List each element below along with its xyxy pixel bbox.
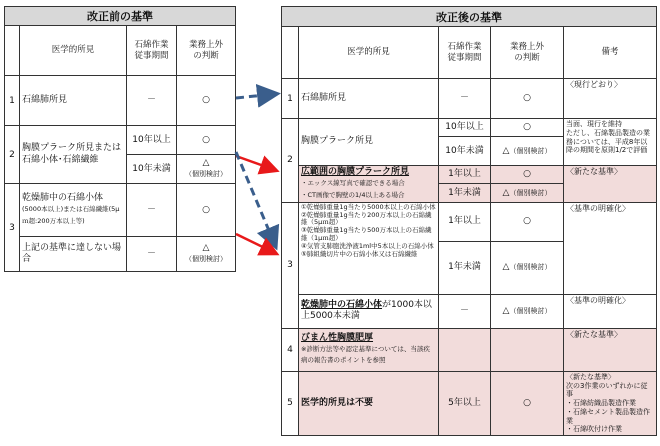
before-col-period: 石綿作業 従事期間 (127, 26, 177, 76)
row-finding-list: ①乾燥肺重量1g当たり5000本以上の石綿小体 ②乾燥肺重量1g当たり200万本以上の石綿繊維（5μｍ超） ③乾燥肺重量1g当たり500万本以上の石綿繊維（1μｍ超） ④気管支肺胞洗浄液1ml中5本以上の石綿小体 ⑤肺組織切片中の石綿小体又は石綿繊維 (299, 202, 439, 294)
row-judgment: ○ (177, 76, 236, 126)
row-judgment: ○ (491, 371, 564, 435)
row-number: 2 (5, 126, 20, 184)
row-period: 1年以上 (439, 166, 491, 184)
arrow-blue-row2-to-3 (236, 152, 275, 245)
row-number: 3 (5, 184, 20, 272)
after-col-remarks: 備考 (564, 27, 657, 79)
row-number: 3 (282, 202, 299, 328)
row-finding: 石綿肺所見 (20, 76, 127, 126)
row-finding: 石綿肺所見 (299, 79, 439, 119)
row-remarks: 〈新たな基準〉 次の3作業のいずれかに従事 ・石綿紡織品製造作業 ・石綿セメント製品製造作業 ・石綿吹付け作業 (564, 371, 657, 435)
row-finding-highlight: 広範囲の胸膜プラーク所見 ・エックス線写真で確認できる場合 ・CT画像で胸壁の1/4以上ある場合 (299, 166, 439, 203)
row-judgment: △ （個別検討） (177, 155, 236, 184)
row-judgment: ○ (491, 79, 564, 119)
row-period: － (439, 79, 491, 119)
after-col-period: 石綿作業 従事期間 (439, 27, 491, 79)
row-judgment: ○ (491, 166, 564, 184)
row-remarks: 〈基準の明確化〉 (564, 202, 657, 294)
row-period: 10年以上 (127, 126, 177, 155)
row-finding-highlight: 医学的所見は不要 (299, 371, 439, 435)
row-judgment: △（個別検討） (491, 137, 564, 166)
row-judgment: ○ (177, 126, 236, 155)
row-period: 1年以上 (439, 202, 491, 241)
after-col-finding: 医学的所見 (299, 27, 439, 79)
row-remarks: 〈新たな基準〉 (564, 166, 657, 203)
row-number: 2 (282, 119, 299, 203)
row-judgment: △（個別検討） (491, 241, 564, 294)
row-period: 1年未満 (439, 184, 491, 202)
row-finding: 胸膜プラーク所見または石綿小体･石綿繊維 (20, 126, 127, 184)
after-col-judgment: 業務上外 の判断 (491, 27, 564, 79)
row-period: － (127, 237, 177, 272)
row-period: 10年未満 (439, 137, 491, 166)
row-period: － (439, 294, 491, 328)
row-period: 10年未満 (127, 155, 177, 184)
after-title: 改正後の基準 (282, 7, 657, 27)
row-remarks: 〈現行どおり〉 (564, 79, 657, 119)
before-col-judgment: 業務上外 の判断 (177, 26, 236, 76)
row-finding: 上記の基準に達しない場合 (20, 237, 127, 272)
row-judgment: ○ (177, 184, 236, 237)
row-finding: 乾燥肺中の石綿小体 (5000本以上)または石綿繊維(5μｍ超:200万本以上等) (20, 184, 127, 237)
arrow-red-row3 (236, 234, 275, 253)
row-number: 1 (5, 76, 20, 126)
row-finding: 乾燥肺中の石綿小体が1000本以上5000本未満 (299, 294, 439, 328)
row-number: 4 (282, 328, 299, 371)
row-finding: 胸膜プラーク所見 (299, 119, 439, 166)
row-judgment: ○ (491, 119, 564, 137)
arrow-blue-row1 (236, 94, 275, 98)
row-finding-highlight: びまん性胸膜肥厚 ※診断方法等や認定基準については、当該疾病の報告書のポイントを参照 (299, 328, 439, 371)
row-judgment: △（個別検討） (491, 184, 564, 202)
row-judgment: △（個別検討） (491, 294, 564, 328)
row-judgment: ○ (491, 202, 564, 241)
row-period: － (127, 76, 177, 126)
row-number: 1 (282, 79, 299, 119)
row-period: － (127, 184, 177, 237)
row-number: 5 (282, 371, 299, 435)
row-remarks: 〈新たな基準〉 (564, 328, 657, 371)
row-judgment: △ （個別検討） (177, 237, 236, 272)
before-col-finding: 医学的所見 (20, 26, 127, 76)
row-period: 1年未満 (439, 241, 491, 294)
row-remarks: 当面、現行を維持 ただし、石綿製品製造の業務については、平成8年以降の期間を原則1/2で評価 (564, 119, 657, 166)
row-remarks: 〈基準の明確化〉 (564, 294, 657, 328)
row-period: 5年以上 (439, 371, 491, 435)
before-title: 改正前の基準 (5, 7, 236, 26)
row-period: 10年以上 (439, 119, 491, 137)
